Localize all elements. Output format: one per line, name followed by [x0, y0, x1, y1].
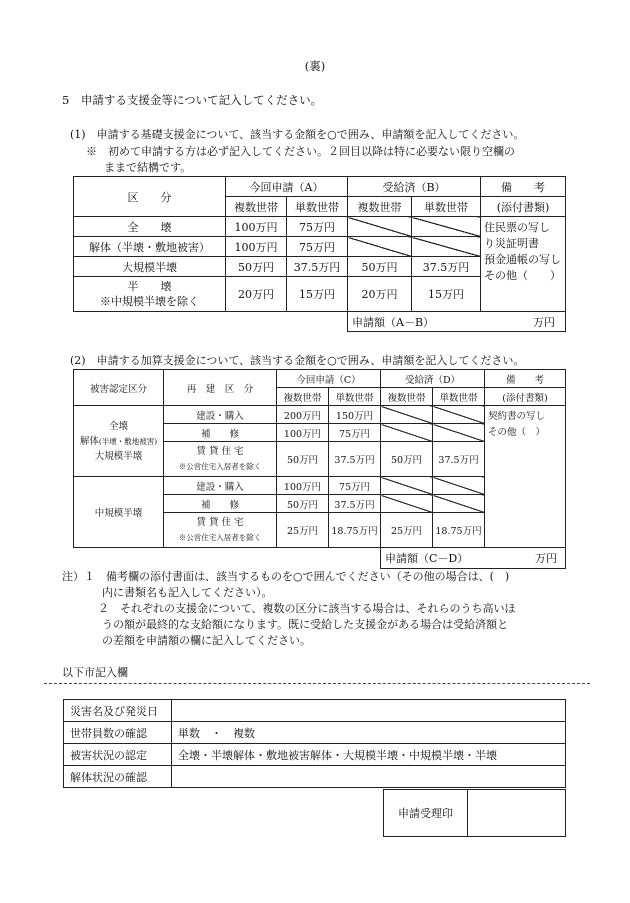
spacer: [74, 548, 381, 569]
part-1-heading: (1) 申請する基礎支援金について、該当する金額を○で囲み、申請額を記入してください。: [70, 128, 525, 141]
rebuild-rent-label: 賃 貸 住 宅: [196, 446, 244, 457]
header-received-d: 受給済（D）: [381, 370, 485, 388]
row-half-label-note: ※中規模半壊を除く: [100, 295, 199, 308]
remarks-item[interactable]: その他（ ）: [488, 427, 546, 438]
part-2-heading: (2) 申請する加算支援金について、該当する金額を○で囲み、申請額を記入してください。: [70, 354, 525, 367]
rebuild-repair: 補 修: [164, 424, 277, 442]
row-total-destruction-label: 全 壊: [74, 217, 226, 237]
note-2-line2: うの額が最終的な支給額になります。既に受給した支援金がある場合は受給済額と: [102, 618, 509, 631]
blank-diagonal-cell: [433, 424, 485, 442]
header-damage: 被害認定区分: [74, 370, 164, 406]
rebuild-rent-note: ※公営住宅入居者を除く: [178, 462, 262, 471]
blank-diagonal-cell: [412, 237, 481, 257]
header-multi-a: 複数世帯: [226, 197, 287, 217]
amount-cell[interactable]: 25万円: [381, 513, 433, 548]
rebuild-rent: [164, 513, 277, 548]
header-received-b: 受給済（B）: [348, 177, 481, 197]
group-2-label: 中規模半壊: [74, 477, 164, 548]
amount-cell[interactable]: 20万円: [226, 277, 287, 312]
amount-cell[interactable]: 50万円: [381, 442, 433, 477]
rebuild-rent-note: ※公営住宅入居者を除く: [178, 533, 262, 542]
header-multi-b: 複数世帯: [348, 197, 412, 217]
office-row-label: 被害状況の認定: [64, 744, 172, 766]
note-1-line1: 注）１ 備考欄の添付書面は、該当するものを○で囲んでください（その他の場合は、( ): [62, 570, 510, 583]
dotted-divider: [44, 683, 590, 684]
amount-cell[interactable]: 75万円: [329, 424, 381, 442]
damage-status-field[interactable]: 全壊・半壊解体・敷地被害解体・大規模半壊・中規模半壊・半壊: [172, 744, 566, 766]
remarks-item[interactable]: 住民票の写し: [484, 221, 551, 234]
group-1-line3: 大規模半壊: [94, 450, 143, 462]
header-single-b: 単数世帯: [412, 197, 481, 217]
header-remarks: 備 考: [485, 370, 566, 388]
remarks-documents: [485, 406, 566, 548]
header-multi-d: 複数世帯: [381, 388, 433, 406]
office-row-label: 世帯員数の確認: [64, 722, 172, 744]
amount-cell[interactable]: 150万円: [329, 406, 381, 424]
header-remarks: 備 考: [481, 177, 566, 197]
amount-cell[interactable]: 37.5万円: [433, 442, 485, 477]
amount-cell[interactable]: 75万円: [329, 477, 381, 495]
amount-cell[interactable]: 20万円: [348, 277, 412, 312]
total-label: 申請額（A－B）: [352, 315, 435, 329]
remarks-item[interactable]: その他（ ）: [484, 269, 562, 282]
part-1-note-line2: ままで結構です。: [104, 161, 192, 174]
office-row-label: 災害名及び発災日: [64, 700, 172, 722]
amount-cell[interactable]: 37.5万円: [287, 257, 348, 277]
header-this-time-c: 今回申請（C）: [277, 370, 381, 388]
part-1-note-line1: ※ 初めて申請する方は必ず記入してください。２回目以降は特に必要ない限り空欄の: [86, 145, 515, 158]
blank-diagonal-cell: [433, 406, 485, 424]
row-large-half-label: 大規模半壊: [74, 257, 226, 277]
amount-cell[interactable]: 50万円: [348, 257, 412, 277]
note-1-line2: 内に書類名も記入してください）。: [102, 586, 273, 599]
household-count-field[interactable]: 単数 ・ 複数: [172, 722, 566, 744]
row-demolition-label: 解体（半壊・敷地被害）: [74, 237, 226, 257]
header-remarks-sub: (添付書類): [481, 197, 566, 217]
note-2-line1: ２ それぞれの支援金について、複数の区分に該当する場合は、それらのうち高いほ: [98, 602, 516, 615]
page-label: (裏): [304, 59, 326, 73]
group-1-line2: 解体(半壊・敷地被害): [79, 435, 158, 447]
header-multi-c: 複数世帯: [277, 388, 329, 406]
header-single-a: 単数世帯: [287, 197, 348, 217]
blank-diagonal-cell: [381, 477, 433, 495]
amount-cell[interactable]: 18.75万円: [433, 513, 485, 548]
amount-cell[interactable]: 18.75万円: [329, 513, 381, 548]
total-unit: 万円: [535, 552, 557, 565]
blank-diagonal-cell: [348, 237, 412, 257]
total-unit: 万円: [533, 315, 556, 329]
rebuild-build: 建設・購入: [164, 406, 277, 424]
amount-cell[interactable]: 75万円: [287, 217, 348, 237]
total-c-minus-d[interactable]: [381, 548, 566, 569]
blank-diagonal-cell: [433, 495, 485, 513]
rebuild-build: 建設・購入: [164, 477, 277, 495]
stamp-label: 申請受理印: [384, 790, 468, 837]
row-half-label: [74, 277, 226, 312]
amount-cell[interactable]: 50万円: [277, 442, 329, 477]
amount-cell[interactable]: 50万円: [226, 257, 287, 277]
total-a-minus-b[interactable]: [348, 312, 566, 332]
total-label: 申請額（C－D）: [385, 552, 469, 565]
rebuild-rent: [164, 442, 277, 477]
amount-cell[interactable]: 37.5万円: [329, 442, 381, 477]
group-1-label: [74, 406, 164, 477]
remarks-item[interactable]: 契約書の写し: [488, 411, 546, 422]
amount-cell[interactable]: 25万円: [277, 513, 329, 548]
remarks-documents: [481, 217, 566, 312]
rebuild-repair: 補 修: [164, 495, 277, 513]
additional-support-table: [73, 369, 566, 569]
amount-cell[interactable]: 15万円: [287, 277, 348, 312]
disaster-name-date-field[interactable]: [172, 700, 566, 722]
office-use-heading: 以下市記入欄: [62, 666, 128, 679]
amount-cell[interactable]: 37.5万円: [412, 257, 481, 277]
office-use-table: [63, 699, 566, 788]
header-this-time-a: 今回申請（A）: [226, 177, 348, 197]
demolition-status-field[interactable]: [172, 766, 566, 788]
receipt-stamp-table: [383, 789, 566, 837]
amount-cell[interactable]: 37.5万円: [329, 495, 381, 513]
amount-cell[interactable]: 15万円: [412, 277, 481, 312]
blank-diagonal-cell: [381, 424, 433, 442]
blank-diagonal-cell: [381, 495, 433, 513]
row-half-label-main: 半 壊: [127, 280, 172, 293]
section-5-heading: 5 申請する支援金等について記入してください。: [62, 93, 323, 107]
header-rebuild: 再 建 区 分: [164, 370, 277, 406]
amount-cell[interactable]: 100万円: [277, 424, 329, 442]
rebuild-rent-label: 賃 貸 住 宅: [196, 517, 244, 528]
header-single-d: 単数世帯: [433, 388, 485, 406]
header-remarks-sub: (添付書類): [485, 388, 566, 406]
blank-diagonal-cell: [381, 406, 433, 424]
amount-cell[interactable]: 200万円: [277, 406, 329, 424]
blank-diagonal-cell: [412, 217, 481, 237]
office-row-label: 解体状況の確認: [64, 766, 172, 788]
amount-cell[interactable]: 75万円: [287, 237, 348, 257]
blank-diagonal-cell: [433, 477, 485, 495]
notes: [62, 569, 582, 649]
amount-cell[interactable]: 100万円: [277, 477, 329, 495]
amount-cell[interactable]: 100万円: [226, 217, 287, 237]
amount-cell[interactable]: 50万円: [277, 495, 329, 513]
group-1-line1: 全壊: [108, 420, 128, 432]
header-category: 区 分: [74, 177, 226, 217]
stamp-box[interactable]: [468, 790, 566, 837]
amount-cell[interactable]: 100万円: [226, 237, 287, 257]
remarks-item[interactable]: り災証明書: [484, 237, 540, 250]
note-2-line3: の差額を申請額の欄に記入してください。: [102, 634, 311, 647]
spacer: [74, 312, 348, 332]
header-single-c: 単数世帯: [329, 388, 381, 406]
remarks-item[interactable]: 預金通帳の写し: [484, 253, 562, 266]
basic-support-table: [73, 176, 566, 332]
blank-diagonal-cell: [348, 217, 412, 237]
group-1-line2-note: (半壊・敷地被害): [98, 436, 158, 446]
